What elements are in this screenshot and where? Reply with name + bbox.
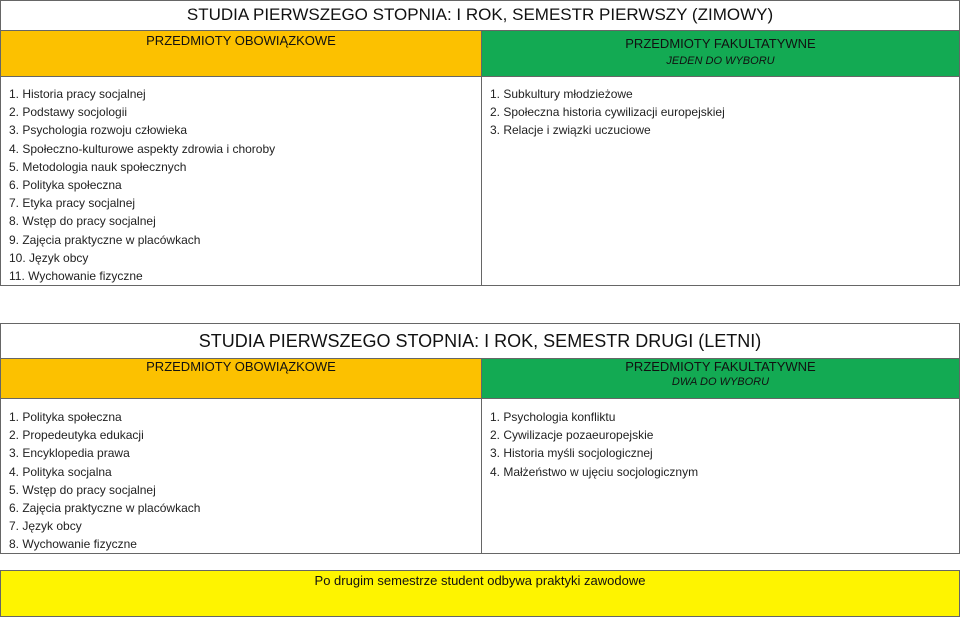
list-item: 5. Metodologia nauk społecznych xyxy=(9,159,187,174)
semester2-elective-header xyxy=(482,359,959,398)
list-item: 4. Polityka socjalna xyxy=(9,464,112,479)
semester2-elective-note: DWA DO WYBORU xyxy=(671,376,770,388)
list-item: 2. Cywilizacje pozaeuropejskie xyxy=(490,428,654,443)
list-item: 6. Zajęcia praktyczne w placówkach xyxy=(9,501,201,516)
semester2-elective-header-label: PRZEDMIOTY FAKULTATYWNE xyxy=(625,359,816,374)
semester1-header-row xyxy=(1,31,959,77)
semester2-body xyxy=(1,399,959,553)
semester1-mandatory-header-label: PRZEDMIOTY OBOWIĄZKOWE xyxy=(146,33,336,48)
semester1-body xyxy=(1,77,959,285)
list-item: 7. Etyka pracy socjalnej xyxy=(9,196,136,211)
list-item: 3. Relacje i związki uczuciowe xyxy=(490,123,651,138)
list-item: 1. Polityka społeczna xyxy=(9,410,122,424)
list-item: 7. Język obcy xyxy=(9,519,82,534)
list-item: 3. Psychologia rozwoju człowieka xyxy=(9,123,188,138)
list-item: 1. Historia pracy socjalnej xyxy=(9,87,146,101)
semester1-title: STUDIA PIERWSZEGO STOPNIA: I ROK, SEMESTR PIERWSZY (ZIMOWY) xyxy=(1,1,959,31)
internship-note xyxy=(0,570,960,617)
semester2-mandatory-header xyxy=(1,359,482,398)
list-item: 10. Język obcy xyxy=(9,250,89,265)
list-item: 2. Propedeutyka edukacji xyxy=(9,428,144,443)
list-item: 8. Wstęp do pracy socjalnej xyxy=(9,214,156,229)
semester2-mandatory-list xyxy=(1,399,482,553)
list-item: 5. Wstęp do pracy socjalnej xyxy=(9,482,156,497)
list-item: 4. Małżeństwo w ujęciu socjologicznym xyxy=(490,464,699,479)
semester1-elective-header-label: PRZEDMIOTY FAKULTATYWNE xyxy=(625,36,816,51)
semester1-mandatory-header xyxy=(1,31,482,76)
list-item: 8. Wychowanie fizyczne xyxy=(9,537,137,552)
list-item: 1. Psychologia konfliktu xyxy=(490,410,616,424)
semester2-title: STUDIA PIERWSZEGO STOPNIA: I ROK, SEMESTR DRUGI (LETNI) xyxy=(1,324,959,359)
semester2-table xyxy=(0,323,960,554)
semester2-mandatory-header-label: PRZEDMIOTY OBOWIĄZKOWE xyxy=(146,359,336,374)
list-item: 3. Encyklopedia prawa xyxy=(9,446,130,461)
semester1-elective-header xyxy=(482,31,959,76)
list-item: 6. Polityka społeczna xyxy=(9,178,122,193)
list-item: 3. Historia myśli socjologicznej xyxy=(490,446,653,461)
semester2-elective-list xyxy=(482,399,959,553)
list-item: 2. Społeczna historia cywilizacji europejskiej xyxy=(490,105,725,120)
internship-note-text: Po drugim semestrze student odbywa praktyki zawodowe xyxy=(314,573,646,588)
semester1-elective-list xyxy=(482,77,959,285)
semester1-mandatory-list xyxy=(1,77,482,285)
list-item: 1. Subkultury młodzieżowe xyxy=(490,87,633,101)
list-item: 4. Społeczno-kulturowe aspekty zdrowia i choroby xyxy=(9,141,276,156)
semester2-header-row xyxy=(1,359,959,399)
list-item: 9. Zajęcia praktyczne w placówkach xyxy=(9,232,201,247)
list-item: 11. Wychowanie fizyczne xyxy=(9,269,143,284)
semester1-table xyxy=(0,0,960,286)
list-item: 2. Podstawy socjologii xyxy=(9,105,128,120)
semester1-elective-note: JEDEN DO WYBORU xyxy=(666,55,775,67)
